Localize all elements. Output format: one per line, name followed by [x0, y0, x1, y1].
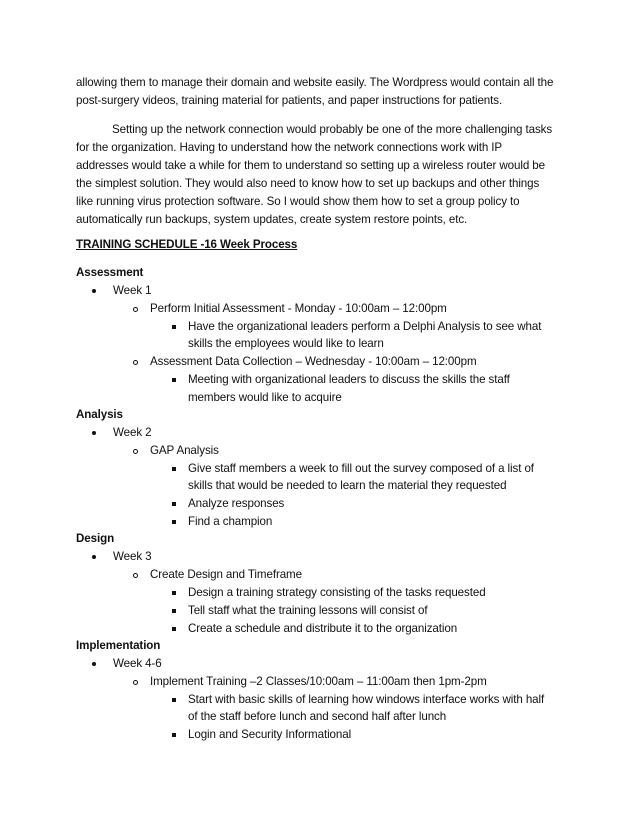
- bullet-square-icon: [170, 584, 180, 602]
- task-label: Implement Training –2 Classes/10:00am – 11:00am then 1pm-2pm: [150, 675, 487, 688]
- bullet-square-icon: [170, 460, 180, 478]
- bullet-circle-icon: [131, 673, 141, 691]
- task-label: Create Design and Timeframe: [150, 568, 302, 581]
- week-label: Week 1: [113, 284, 152, 297]
- bullet-dot-icon: [90, 424, 100, 442]
- intro-line: allowing them to manage their domain and website easily. The Wordpress would contain all the: [76, 76, 554, 89]
- section-heading-analysis: Analysis: [76, 408, 123, 421]
- bullet-circle-icon: [131, 300, 141, 318]
- bullet-dot-icon: [90, 282, 100, 300]
- section-heading-assessment: Assessment: [76, 266, 144, 279]
- paragraph-line: the simplest solution. They would also need to know how to set up backups and other things: [76, 177, 540, 190]
- task-detail: skills the employees would like to learn: [188, 337, 384, 350]
- week-label: Week 2: [113, 426, 152, 439]
- bullet-dot-icon: [90, 548, 100, 566]
- task-label: Perform Initial Assessment - Monday - 10:00am – 12:00pm: [150, 302, 447, 315]
- bullet-square-icon: [170, 495, 180, 513]
- task-detail: Tell staff what the training lessons will consist of: [188, 604, 428, 617]
- bullet-square-icon: [170, 318, 180, 336]
- task-label: Assessment Data Collection – Wednesday - 10:00am – 12:00pm: [150, 355, 477, 368]
- bullet-square-icon: [170, 371, 180, 389]
- paragraph-line: automatically run backups, system updates, create system restore points, etc.: [76, 213, 468, 226]
- bullet-circle-icon: [131, 442, 141, 460]
- bullet-circle-icon: [131, 566, 141, 584]
- paragraph-line: Setting up the network connection would probably be one of the more challenging tasks: [112, 123, 553, 136]
- paragraph-line: for the organization. Having to understand how the network connections work with IP: [76, 141, 503, 154]
- task-detail: Give staff members a week to fill out the survey composed of a list of: [188, 462, 534, 475]
- paragraph-line: addresses would take a while for them to understand so setting up a wireless router would be: [76, 159, 545, 172]
- task-detail: Login and Security Informational: [188, 728, 352, 741]
- task-detail: members would like to acquire: [188, 391, 342, 404]
- task-detail: Create a schedule and distribute it to the organization: [188, 622, 458, 635]
- bullet-square-icon: [170, 726, 180, 744]
- task-detail: Start with basic skills of learning how windows interface works with half: [188, 693, 545, 706]
- schedule-title: TRAINING SCHEDULE -16 Week Process: [76, 238, 298, 251]
- bullet-circle-icon: [131, 353, 141, 371]
- week-label: Week 4-6: [113, 657, 162, 670]
- task-detail: Analyze responses: [188, 497, 285, 510]
- intro-line: post-surgery videos, training material for patients, and paper instructions for patients.: [76, 94, 503, 107]
- section-heading-design: Design: [76, 532, 115, 545]
- task-detail: skills that would be needed to learn the material they requested: [188, 479, 507, 492]
- bullet-square-icon: [170, 620, 180, 638]
- bullet-square-icon: [170, 602, 180, 620]
- task-detail: of the staff before lunch and second half after lunch: [188, 710, 447, 723]
- task-detail: Find a champion: [188, 515, 273, 528]
- task-detail: Design a training strategy consisting of the tasks requested: [188, 586, 486, 599]
- task-label: GAP Analysis: [150, 444, 219, 457]
- bullet-dot-icon: [90, 655, 100, 673]
- paragraph-line: like running virus protection software. So I would show them how to set a group policy to: [76, 195, 520, 208]
- task-detail: Have the organizational leaders perform a Delphi Analysis to see what: [188, 320, 542, 333]
- bullet-square-icon: [170, 691, 180, 709]
- section-heading-implementation: Implementation: [76, 639, 161, 652]
- task-detail: Meeting with organizational leaders to discuss the skills the staff: [188, 373, 510, 386]
- week-label: Week 3: [113, 550, 152, 563]
- bullet-square-icon: [170, 513, 180, 531]
